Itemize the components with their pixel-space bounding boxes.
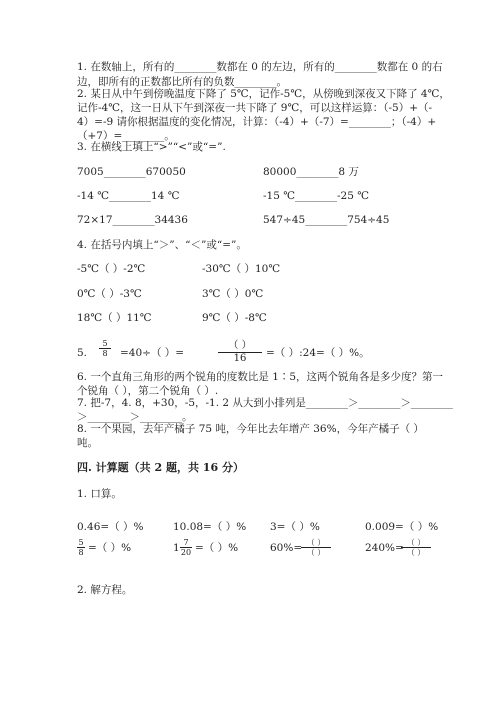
fraction-numerator: 7 [180,538,192,548]
q3-item: 7005________670050 [77,166,186,178]
q4-item: 18℃（ ）11℃ [77,312,152,324]
q5-fraction-numerator: 5 [99,339,111,349]
question-8-line-1: 8. 一个果园，去年产橘子 75 吨，今年比去年增产 36%，今年产橘子（ ） [77,423,424,435]
question-2-line-2: 记作-4℃，这一日从下午到深夜一共下降了 9℃，可以这样运算：（-5）+（- [77,102,433,114]
oral-item: 10.08=（ ）% [173,521,247,533]
q4-item: 0℃（ ）-3℃ [77,288,142,300]
fraction-denominator: 8 [78,548,84,557]
mixed-number-fraction [180,538,192,557]
blank-fraction [401,538,431,557]
oral-item: 3=（ ）% [270,521,320,533]
oral-fraction-five-eighths [77,538,85,557]
question-1-line-1: 1. 在数轴上，所有的________数都在 0 的左边，所有的________数都在 0 的右 [77,61,443,73]
q4-item: 9℃（ ）-8℃ [202,312,267,324]
fraction-numerator: （ ） [401,538,431,548]
q5-tail: =（ ）:24=（ ）%。 [266,347,370,359]
q5-blank-denominator: 16 [233,353,247,364]
fraction-denominator: （ ） [306,548,326,557]
question-5-label: 5. [77,347,88,359]
q5-blank-numerator: （ ） [218,340,262,353]
question-6-line-1: 6. 一个直角三角形的两个锐角的度数比是 1∶5，这两个锐角各是多少度？第一 [77,371,444,383]
question-2-line-3: 4）=-9 请你根据温度的变化情况，计算：（-4）+（-7）=________；（-4）+ [77,116,437,128]
question-7-line-2: ＞________＞________。 [77,411,193,423]
question-2-line-4: （+7）=________。 [77,130,175,142]
oral-item-head: 60%= [270,542,303,554]
q3-item: 80000________8 万 [263,166,359,178]
q5-blank-fraction [218,340,262,365]
question-8-line-2: 吨。 [77,437,98,449]
blank-fraction [301,538,331,557]
q4-item: -30℃（ ）10℃ [202,263,281,275]
section-4-question-1: 1. 口算。 [77,488,122,500]
q4-item: 3℃（ ）0℃ [202,288,264,300]
q5-fraction [99,339,111,358]
q3-item: -15 ℃________-25 ℃ [263,190,369,202]
mixed-number-whole: 1 [173,542,180,554]
q3-item: 72×17________34436 [77,214,188,226]
fraction-denominator: 20 [180,548,192,557]
question-2-line-1: 2. 某日从中午到傍晚温度下降了 5℃，记作-5℃，从傍晚到深夜又下降了 4℃， [77,88,450,100]
oral-item-head: 240%= [365,542,404,554]
oral-item-tail: =（ ）% [88,542,132,554]
q3-item: -14 ℃________14 ℃ [77,190,180,202]
question-1-line-2: 边，即所有的正数都比所有的负数________。 [77,76,287,88]
question-4-title: 4. 在括号内填上“＞”、“＜”或“=”。 [77,239,247,251]
oral-item-tail: =（ ）% [195,542,239,554]
fraction-numerator: 5 [78,538,84,547]
question-7-line-1: 7. 把-7，4. 8，+30，-5，-1. 2 从大到小排列是________＞________＞________ [77,397,453,409]
q4-item: -5℃（ ）-2℃ [77,263,146,275]
question-6-line-2: 个锐角（ ），第二个锐角（ ）. [77,385,219,397]
fraction-denominator: （ ） [406,548,426,557]
section-4-question-2: 2. 解方程。 [77,584,133,596]
q3-item: 547÷45________754÷45 [263,214,390,226]
section-4-heading: 四. 计算题（共 2 题，共 16 分） [77,461,244,474]
oral-item: 0.009=（ ）% [365,521,439,533]
question-3-title: 3. 在横线上填上“>”“<”或“=”. [77,141,226,153]
q5-fraction-denominator: 8 [102,349,108,358]
fraction-numerator: （ ） [301,538,331,548]
q5-division: =40÷（ ）= [120,347,185,359]
oral-item: 0.46=（ ）% [77,521,144,533]
